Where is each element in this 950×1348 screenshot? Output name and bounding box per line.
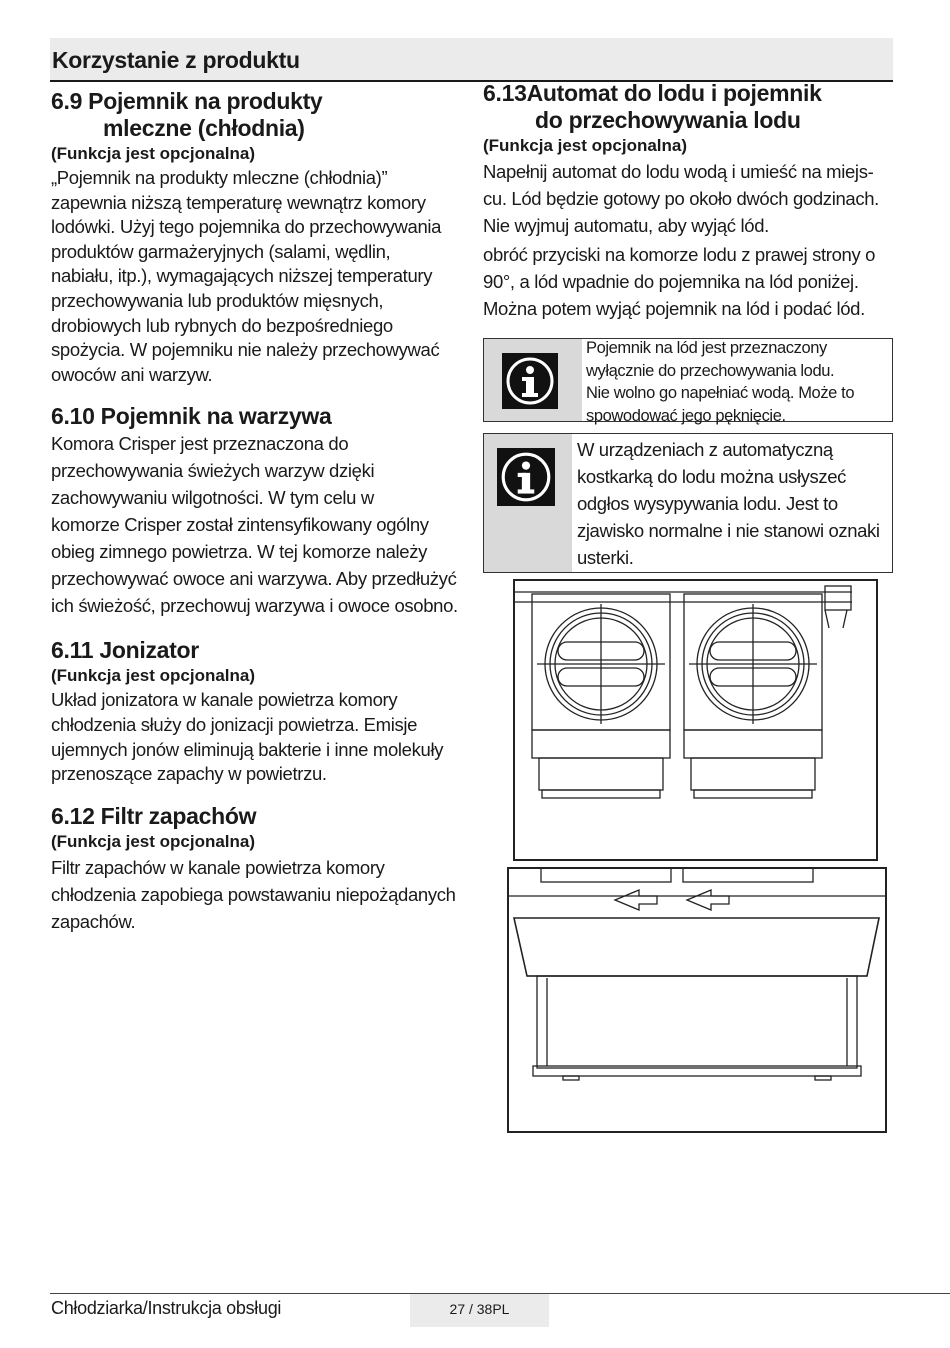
- info-icon-cell: [484, 339, 582, 421]
- body-line: ich świeżość, przechowuj warzywa i owoce osobno.: [51, 595, 458, 617]
- body-line: zachowywaniu wilgotności. W tym celu w: [51, 487, 374, 509]
- info-line: zjawisko normalne i nie stanowi oznaki: [577, 520, 880, 541]
- section-6-10-body: [51, 430, 466, 619]
- section-6-9-title-line1: 6.9 Pojemnik na produkty: [51, 88, 323, 114]
- body-line: spożycia. W pojemniku nie należy przechowywać: [51, 339, 440, 361]
- section-6-10-title: 6.10 Pojemnik na warzywa: [51, 403, 332, 430]
- body-line: obieg zimnego powietrza. W tej komorze należy: [51, 541, 428, 563]
- body-line: zapachów.: [51, 910, 136, 932]
- info-icon: [502, 353, 558, 409]
- body-line: Można potem wyjąć pojemnik na lód i podać lód.: [483, 298, 865, 319]
- section-6-13-body-a: [483, 158, 893, 239]
- section-6-9: [51, 88, 466, 387]
- section-6-9-title-line2: mleczne (chłodnia): [103, 115, 305, 141]
- section-6-9-optional: (Funkcja jest opcjonalna): [51, 144, 256, 163]
- section-6-9-title: [51, 88, 466, 142]
- page-title: Korzystanie z produktu: [52, 47, 300, 73]
- section-6-12-optional: (Funkcja jest opcjonalna): [51, 831, 256, 851]
- footer-page-number: 27 / 38PL: [410, 1294, 549, 1327]
- body-line: nabiału, itp.), wymagających niższej temperatury: [51, 265, 433, 287]
- body-line: Układ jonizatora w kanale powietrza komory: [51, 689, 398, 711]
- section-6-11-optional: (Funkcja jest opcjonalna): [51, 666, 256, 686]
- body-line: Napełnij automat do lodu wodą i umieść na miejs-: [483, 161, 874, 182]
- section-6-12-body: [51, 854, 466, 935]
- section-6-13: [483, 80, 893, 322]
- body-line: drobiowych lub rybnych do bezpośredniego: [51, 314, 393, 336]
- section-6-12: [51, 803, 466, 935]
- body-line: „Pojemnik na produkty mleczne (chłodnia)”: [51, 167, 388, 188]
- footer-document-title: Chłodziarka/Instrukcja obsługi: [51, 1298, 282, 1318]
- body-line: przechowywać owoce ani warzywa. Aby przedłużyć: [51, 568, 457, 590]
- info-icon: [497, 448, 555, 506]
- page-header: [50, 38, 893, 82]
- info-box-2-text: [577, 436, 880, 571]
- info-line: usterki.: [577, 547, 634, 568]
- section-6-12-title: 6.12 Filtr zapachów: [51, 802, 257, 829]
- body-line: produktów garmażeryjnych (salami, wędlin,: [51, 240, 391, 262]
- body-line: przenoszące zapachy w powietrzu.: [51, 763, 327, 785]
- section-6-13-title-line2: do przechowywania lodu: [535, 107, 801, 133]
- body-line: Filtr zapachów w kanale powietrza komory: [51, 856, 385, 878]
- section-6-11: [51, 637, 466, 786]
- info-box-1-text: [586, 337, 854, 427]
- section-6-13-body-b: [483, 241, 893, 322]
- body-line: zapewnia niższą temperaturę wewnątrz komory: [51, 191, 426, 213]
- body-line: ujemnych jonów eliminują bakterie i inne molekuły: [51, 738, 444, 760]
- body-line: Komora Crisper jest przeznaczona do: [51, 433, 349, 455]
- info-line: spowodować jego pęknięcie.: [586, 406, 786, 425]
- section-6-11-title: 6.11 Jonizator: [51, 637, 199, 664]
- section-6-13-optional: (Funkcja jest opcjonalna): [483, 136, 688, 155]
- info-box-ice-noise: [483, 433, 893, 573]
- body-line: cu. Lód będzie gotowy po około dwóch godzinach.: [483, 188, 879, 209]
- body-line: obróć przyciski na komorze lodu z prawej strony o: [483, 244, 876, 265]
- body-line: chłodzenia służy do jonizacji powietrza. Emisje: [51, 713, 418, 735]
- ice-maker-illustration: [507, 578, 889, 1133]
- info-icon-cell: [484, 434, 572, 572]
- body-line: przechowywania świeżych warzyw dzięki: [51, 460, 375, 482]
- body-line: komorze Crisper został zintensyfikowany ogólny: [51, 514, 429, 536]
- info-line: wyłącznie do przechowywania lodu.: [586, 361, 835, 380]
- section-6-13-title: [483, 80, 893, 134]
- info-line: Pojemnik na lód jest przeznaczony: [586, 339, 827, 357]
- section-6-10: [51, 403, 466, 619]
- body-line: Nie wyjmuj automatu, aby wyjąć lód.: [483, 215, 769, 236]
- body-line: lodówki. Użyj tego pojemnika do przechowywania: [51, 216, 442, 238]
- right-column: [483, 80, 893, 322]
- body-line: 90°, a lód wpadnie do pojemnika na lód poniżej.: [483, 271, 859, 292]
- info-line: odgłos wysypywania lodu. Jest to: [577, 493, 838, 514]
- left-column: [51, 88, 466, 951]
- info-line: W urządzeniach z automatyczną: [577, 439, 833, 460]
- body-line: chłodzenia zapobiega powstawaniu niepożądanych: [51, 883, 456, 905]
- body-line: owoców ani warzyw.: [51, 363, 213, 385]
- info-line: kostkarką do lodu można usłyszeć: [577, 466, 846, 487]
- info-box-ice-container: [483, 338, 893, 425]
- body-line: przechowywania lub produktów mięsnych,: [51, 289, 384, 311]
- section-6-9-body: [51, 166, 466, 387]
- section-6-11-body: [51, 688, 466, 786]
- section-6-13-title-line1: 6.13Automat do lodu i pojemnik: [483, 80, 822, 106]
- ice-maker-drawing: [507, 578, 889, 1133]
- info-line: Nie wolno go napełniać wodą. Może to: [586, 384, 855, 402]
